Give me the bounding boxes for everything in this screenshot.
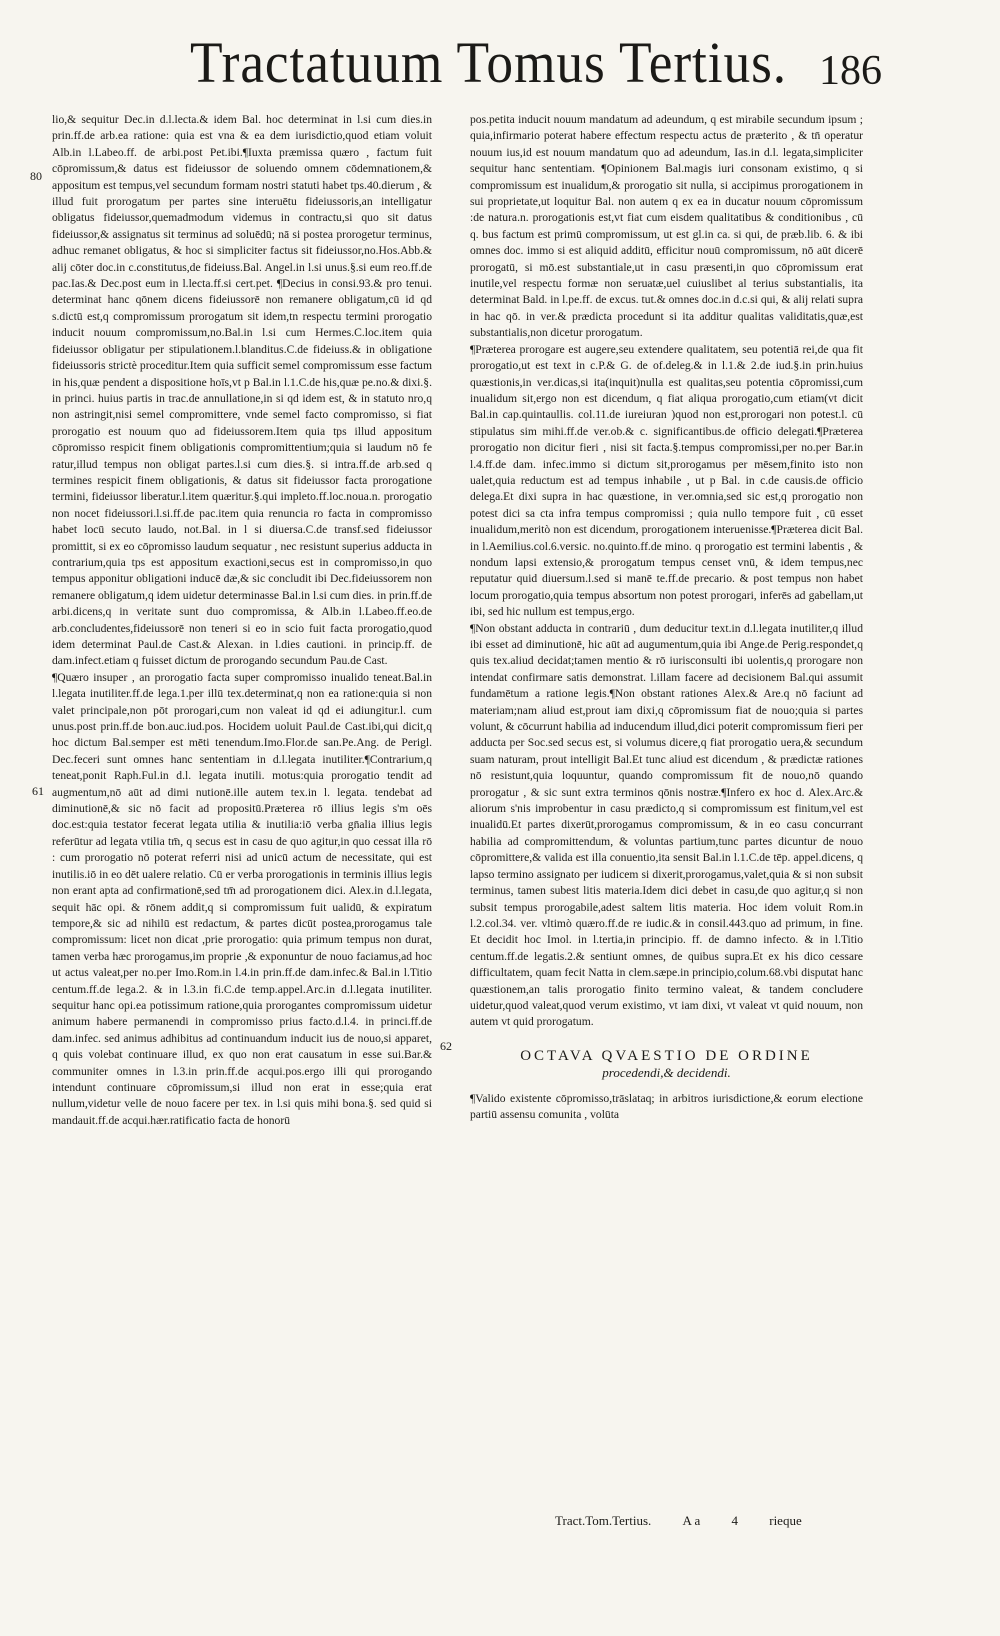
margin-number: 80 (30, 169, 42, 183)
page-footer (555, 1513, 885, 1529)
section-subheading: procedendi,& decidendi. (602, 1064, 731, 1080)
margin-number: 61 (32, 784, 44, 798)
signature-title: Tract.Tom.Tertius. (555, 1513, 652, 1528)
left-column (52, 112, 432, 1129)
left-paragraph: ¶Quæro insuper , an prorogatio facta super compromisso inualido teneat.Bal.in l.legata inutiliter.ff.de lega.1.per illū tex.determinat,q non ea ratione:quia si non valet principale,non pōt prorogari,cum non valeat id qd ei adiungitur.l. cum unus.post prin.ff.de bon.auc.iud.pos. Hocidem uoluit Paul.de Cast.ibi,qui dicit,q hoc dictum Bal.semper est mēti tenendum.Imo.Flor.de san.Pe.Ang. de Perigl. Dec.feceri sunt omnes hanc sententiam in d.l.legata inutiliter.¶Contrarium,q teneat,ponit Raph.Ful.in d.l. legata inutili. motus:quia prorogatio tendit ad augmentum,nō aūt ad dimi nutionē.ille autem tex.in l. legata. tendebat ad diminutionē,& sic nō facit ad propositū.Præterea rō illius legis s'm oēs doc.est:quia testator fecerat legata utilia & inutilia:iō verba gn̄alia illius legis referūtur ad legata vtilia tm̄, q secus est in casu de quo agitur,in quo cessat illa rō : cum prorogatio nō poterat referri nisi ad unicū actum de necessitate, qui est inutilis.iō in eo dēt ualere relatio. Cū er verba prorogationis in terminis illius legis non erant apta ad confirmationē,sed tm̄ ad prorogationem dici. Alex.in d.l.legata, sequit hāc opi. & rōnem addit,q si compromissum fuit ualidū, & expiratum tempore,& sic ad nihilū est redactum, & partes dicūt postea,prorogamus tale compromissum: licet non dicat ,prie prorogatio: quia primum tempus non durat, tamen verba hæc prorogamus,im proprie ,& exponuntur de nouo faciamus,ad hoc ut actus valeat,per no.per Imo.Rom.in l.4.in prin.ff.de dam.infec.& Bal.in l.Titio centum.ff.de lega.2. & in l.3.in fi.C.de temp.appel.Arc.in d.l.legata inutiliter. sequitur hanc opi.ea potissimum ratione,quia prorogantes compromissum uidetur animum habere permanendi in compromisso prius facto.d.l.4. in princi.ff.de dam.infec. sed animus adhibitus ad continuandum inducit ius de nouo,si apparet, q quis volebat continuare illud, ex quo non erat causatum in esse sui.Bar.& communiter omnes in l.3.in prin.ff.de acqui.pos.ergo illi qui prorogando intendunt continuare cōpromissum,si illud non erat in esse;quia erat nullum,videtur velle de nouo facere per tex. in l.si quis mihi bona.§. sed quid si mandauit.ff.de acqui.hær.ratificatio facta de honorū (52, 670, 432, 1127)
right-paragraph: ¶Valido existente cōpromisso,trāslataq; in arbitros iurisdictione,& eorum electione partiū assensu comunita , volūta (470, 1091, 863, 1122)
right-column (470, 112, 863, 1124)
left-paragraph: lio,& sequitur Dec.in d.l.lecta.& idem Bal. hoc determinat in l.si cum dies.in prin.ff.de arb.ea ratione: quia est vna & ea dem iurisdictio,quod etiam voluit Alb.in l.Labeo.ff. de arbi.post Pet.ibi.¶Iuxta præmissa quæro , factum fuit cōpromissum,& datus est fideiussor de soluendo omnem cōdemnationem,& appositum est tempus,vel secundum formam nostri statuti habet tps.40.dierum , & illud fuit prorogatum per partes sine interuētu fideiussoris,an intelligatur obligatus fideiussor,quemadmodum videmus in contractu,si quo sit datus fideiussor,& assignatus sit terminus ad soluēdū; nā si postea prorogetur terminus, adhuc remanet obligatus, & hoc si simpliciter factus sit fideiussor,no.Hos.Abb.& alij cōter doc.in c.constitutus,de fideiuss.Bal. Angel.in l.si unus.§.si eum reo.ff.de pac.Ias.& Dec.post eum in l.lecta.ff.si cert.pet. ¶Decius in consi.93.& pro tenui. determinat hanc qōnem dicens fideiussorē non remanere obligatum,cū id qd s.dictū est,q compromissum prorogatum sit idem,tn respectu termini prorogatio inducit nouum compromissum,no.Bal.in l.si cum Hermes.C.loc.item quia fideiussor obligatur per stipulationem.l.blanditus.C.de fideiuss.& in obligatione fideiussoris strictè proceditur.Item quia sufficit semel compromissum esse factum in his,quæ pendent a dispositione hoīs,vt p Bal.in l.1.C.de his,quæ pe.no.& dixi.§. in princi. huius partis in trac.de annullatione,in si qd idem est, & in statuto nro,q non astringit,nisi semel compromittere, vnde semel facto compromisso, si fiat prorogatio est nouum quo ad fideiussorem.Item quia tps illud appositum cōpromisso respicit finem obligationis compromittentium;quia si laudum nō fe ratur,illud tempus non obligat partes.l.si cum dies.§. si intra.ff.de arb.sed q termines respicit finem obligationis, & datus sit fideiussor facta prorogatione termini, fideiussor liberatur.l.item quæritur.§.qui impleto.ff.loc.noua.n. prorogatio non nocet fideiussori.l.si.ff.de pac.item quia renuncia ro facta in compromisso habet locū secuto laudo, not.Bal. in l si diuersa.C.de transf.sed fideiussor promittit, si ex eo cōpromisso laudum sequatur , nec resistunt superius adducta in contrarium,quia tps est appositum exactioni,secus est in compromisso,in quo tempus apponitur obligationi inducē dæ,& sic concludit ibi Dec.fideiussorem non remanere obligatum,q idem uidetur determinasse Bal.in l.si cum dies. in prin.ff.de arbi.dicens,q in veritate sunt duo compromissa, & Alb.in l.Labeo.ff.eo.de arb.concludentes,fideiussorē non teneri si eo in scio fuit facta prorogatio,quod idem determinat Paul.de Cast.& Alexan. in l.dies cautioni. in princip.ff. de dam.infect.etiam q fuisset dictum de prorogando secundum Pau.de Cast. (52, 113, 432, 668)
margin-number: 62 (440, 1039, 452, 1053)
signature-mark: A a (682, 1513, 701, 1528)
section-heading: OCTAVA QVAESTIO DE ORDINE (520, 1047, 813, 1064)
right-paragraph: ¶Præterea prorogare est augere,seu extendere qualitatem, seu potentiā rei,de qua fit prorogatio,ut est text in c.P.& G. de of.deleg.& in l.1.& 2.de iud.§.in prin.huius quæstionis,in ver.dicas,si ita(inquit)nulla est qualitas,seu potentia cōpromissi,cum inualidum sit,ergo non est dicendum, q fiat aliqua prorogatio,cum etiam(vt dicit Bal.in cap.quintaullis. col.11.de iureiuran )quod non est,prorogari non potest.l. cū stipulatus sim mihi.ff.de ver.ob.& c. significantibus.de officio delegati.¶Præterea prorogatio non dicitur fieri , nisi sit facta.§.tempus compromissi,per no.per Bar.in l.4.ff.de dam. infec.immo si dictum sit,prorogamus per mēsem,finito isto non ualet,quia reductum est ad tempus inhabile , ut p Bal. in c.de causis.de officio delega.Et dixi supra in hac quæstione, in ver.omnia,sed sic est,q prorogatio non potest dici sa cta infra tempus compromissi ; quia nullo tempore fuit , cū esset inualidum,meritò non est dicendum, prorogationem interuenisse.¶Præterea dicit Bal. in l.Aemilius.col.6.versic. no.quinto.ff.de mino. q prorogatio est termini labentis , & nondum lapsi extensio,& prorogatum tempus censet vnū, & idem tempus,nec reputatur quid diuersum.l.sed si manē te.ff.de precario. & post tempus non habet locum prorogatio,quia tempus absortum non potest prorogari, inferēs ad gabellam,ut ibi, sed hic nullum est tempus,ergo. (470, 342, 863, 619)
right-paragraph: ¶Non obstant adducta in contrariū , dum deducitur text.in d.l.legata inutiliter,q illud ibi esset ad diminutionē, hic aūt ad augumentum,quia ibi Ange.de Perig.respondet,q quis tex.aliud decidat;tamen mentio & rō iurisconsulti ibi uolentis,q prorogare non intendat confirmare satis demonstrat. l.illam facere ad decisionem Bal.qui assumit fundamētum a ratione legis.¶Non obstant rationes Alex.& Are.q nō faciunt ad materiam;nam aliud est,prout iam dixi,q cōpromissum fiat de nouo;quia si partes volunt, & cōcurrunt habilia ad inducendum illud,dici poterit compromissum fieri per adducta per Soc.sed secus est, si volumus dicere,q fiat prorogatio uera,& secundum suam naturam, prout intelligit Bal.Et tunc aliud est dicendum , & prædictæ rationes nō resistunt,quia loquuntur, quando compromissum fit de nouo,nō quando prorogatur , & sic sunt extra terminos qōnis nostræ.¶Infero ex hoc d. Alex.Arc.& aliorum s'nis improbentur in casu prædicto,q si compromissum est finitum,vel est inualidū.Et partes dixerūt,prorogamus compromissum, & in eo casu concurrant habilia ad compromittendum, & voluntas partium,tunc partes dicuntur de nouo cōpromittere,& valida est illa conuentio,ita sensit Bal.in l.1.C.de tēp. appel.dicens, q lapso termino assignato per iudicem si dixerit,prorogamus,valet,quia & si non subsit terminus, tamen subest litis materia.Idem dici debet in casu,de quo agitur,q si non subsit tempus prorogabile,adest saltem litis materia. Hoc idem voluit Rom.in l.2.col.34. ver. vltimò quæro.ff.de re iudic.& in consil.443.quo ad primum, in fine. Et decidit hoc Imol. in l.tertia,in principio. ff. de damno infecto. & in l.Titio centum.ff.de legatis.2.& sentiunt omnes, de quibus supra.Et ex his dico cessare difficultatem, quam fecit Natta in clem.sæpe.in principio,colum.68.vbi disputat hanc quæstionem,an talis prorogatio finito termino valeat, & tandem concludere uidetur,quod valeat,quod verum existimo, vt iam dixi, vt valeat vt quid nouum, non autem vt quid prorogatum. (470, 621, 863, 1029)
right-paragraph: pos.petita inducit nouum mandatum ad adeundum, q est mirabile secundum ipsum ; quia,infirmario poterat habere effectum respectu actus de præterito , & tn̄ operatur nouum ius,id est nouum mandatum quo ad adeundum, Ias.in d.l. legata,simpliciter sequitur hanc sententiam. ¶Opinionem Bal.magis iuri consonam existimo, q si compromissum est inualidum,& prorogatio sit nulla, si accipimus prorogationem in sui proprietate,ut loquitur Bal. non autem q ex ea in ducatur nouum cōpromissum :de natura.n. prorogationis est,vt fiat cum eisdem qualitatibus & conditionibus , cū q. bus factum est primū compromissum, ut est gl.in ca. si qui, de præb.lib. 6. & ibi omnes doc. immo si est aliquid additū, efficitur nouū compromissum, nō aūt dicerē prorogatū, si mō.est substantiale,ut in casu præsenti,in quo cōpromissum erat inutile,vel respectu formæ non seruatæ,uel cuiuslibet al terius substantialis, ita determinat Bald. in l.pe.ff. de excus. tut.& omnes doc.in d.c.si qui, & alij relati supra in hac qō. in ver.& prædicta procedunt si ita additur qualitas validitatis,quæ,est substantialis,non dicetur prorogatum. (470, 113, 863, 340)
catchword: rieque (769, 1513, 802, 1528)
signature-number: 4 (731, 1513, 738, 1528)
page-number: 186 (819, 48, 882, 94)
running-title: Tractatuum Tomus Tertius. (190, 30, 788, 95)
